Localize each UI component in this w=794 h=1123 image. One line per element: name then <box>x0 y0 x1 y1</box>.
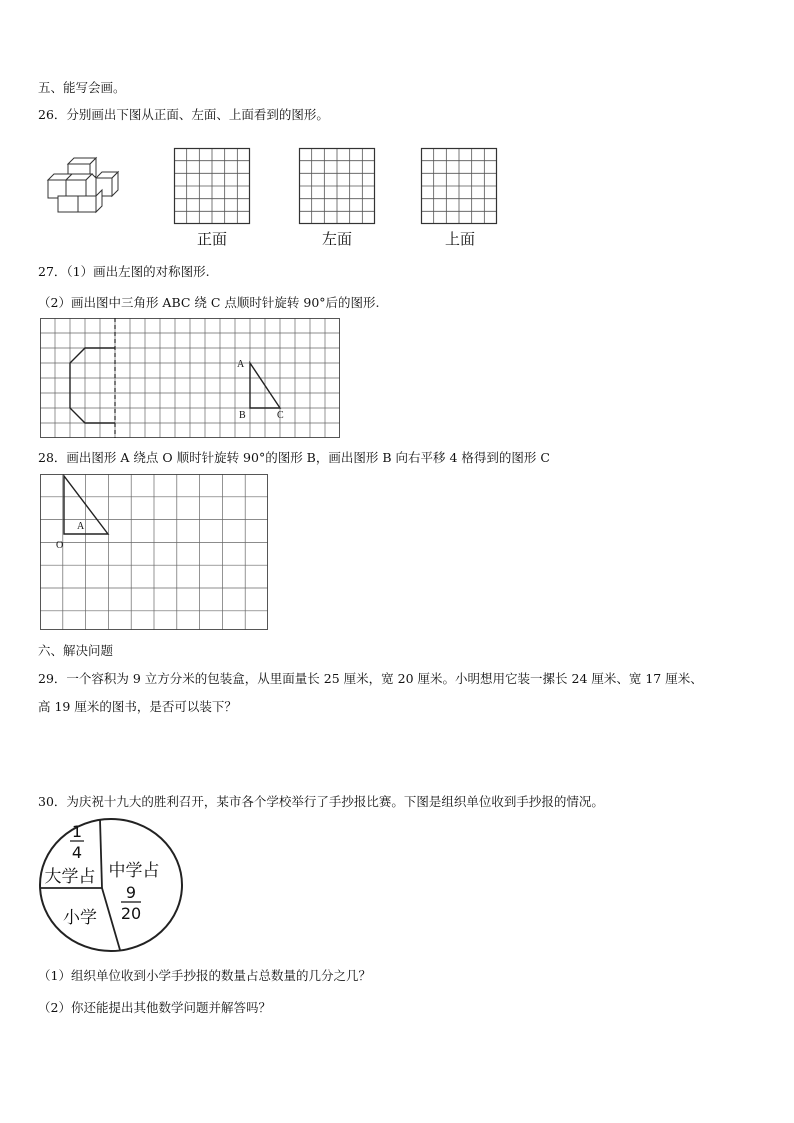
cube-figure <box>44 156 124 214</box>
middle-school-numerator: 9 <box>125 883 137 902</box>
q27-grid <box>40 318 340 438</box>
shape-a <box>64 476 108 534</box>
primary-school-label: 小学 <box>63 908 97 928</box>
grid-front <box>174 148 250 224</box>
pie-chart <box>38 816 184 954</box>
point-a-label: A <box>237 359 245 370</box>
middle-school-denominator: 20 <box>120 904 142 923</box>
question-27-part1: 27．（1）画出左图的对称图形. <box>38 264 210 279</box>
question-30-text: 30．为庆祝十九大的胜利召开，某市各个学校举行了手抄报比赛。下图是组织单位收到手抄报的情况。 <box>38 794 604 809</box>
q28-grid <box>40 474 268 630</box>
question-30-sub1: （1）组织单位收到小学手抄报的数量占总数量的几分之几？ <box>38 968 371 983</box>
grid-label-left: 左面 <box>322 230 353 248</box>
question-27-part2: （2）画出图中三角形 ABC 绕 C 点顺时针旋转 90°后的图形. <box>38 295 380 310</box>
grid-left <box>299 148 375 224</box>
university-denominator: 4 <box>71 843 83 862</box>
middle-school-label: 中学占 <box>108 861 160 881</box>
origin-o-label: O <box>56 540 64 551</box>
point-b-label: B <box>239 410 246 421</box>
section-heading-5: 五、能写会画。 <box>38 80 126 95</box>
grid-label-front: 正面 <box>197 230 228 248</box>
shape-a-label: A <box>77 521 85 532</box>
university-label: 大学占 <box>44 867 96 887</box>
question-29-line2: 高 19 厘米的图书，是否可以装下？ <box>38 699 237 714</box>
question-26-text: 26．分别画出下图从正面、左面、上面看到的图形。 <box>38 107 329 122</box>
section-heading-6: 六、解决问题 <box>38 643 114 658</box>
point-c-label: C <box>277 410 284 421</box>
question-28-text: 28．画出图形 A 绕点 O 顺时针旋转 90°的图形 B，画出图形 B 向右平移 4 格得到的图形 C <box>38 450 550 465</box>
university-numerator: 1 <box>71 822 83 841</box>
half-shape <box>70 348 115 423</box>
question-30-sub2: （2）你还能提出其他数学问题并解答吗？ <box>38 1000 271 1015</box>
grid-label-top: 上面 <box>445 230 476 248</box>
question-29-line1: 29．一个容积为 9 立方分米的包装盒，从里面量长 25 厘米，宽 20 厘米。小明想用它装一摞长 24 厘米、宽 17 厘米、 <box>38 671 703 686</box>
grid-top <box>421 148 497 224</box>
